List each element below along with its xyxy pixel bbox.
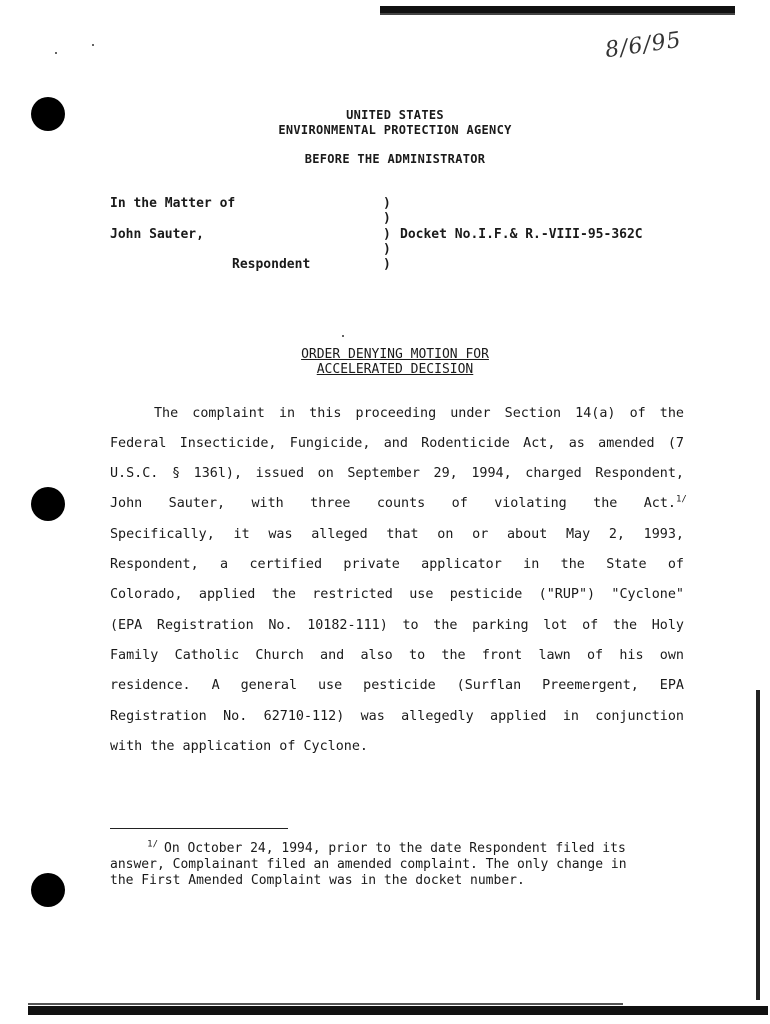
scan-speck (92, 44, 94, 46)
scan-speck (55, 52, 57, 54)
caption-bracket: ) (383, 242, 391, 257)
scan-edge-top-thin (380, 13, 735, 15)
scan-edge-right (756, 690, 760, 1000)
footnote-line (110, 841, 686, 856)
footnote-line: the First Amended Complaint was in the docket number. (110, 873, 525, 888)
caption-respondent-name: John Sauter, (110, 227, 204, 242)
scan-edge-bottom (28, 1006, 768, 1015)
footnote-line: answer, Complainant filed an amended complaint. The only change in (110, 857, 627, 872)
handwritten-date: 8/6/95 (603, 27, 684, 64)
body-line: The complaint in this proceeding under Section 14(a) of the (154, 406, 684, 421)
body-line: Respondent, a certified private applicator in the State of (110, 557, 684, 572)
footnote-marker: 1/ (147, 839, 158, 850)
footnote-reference: 1/ (676, 494, 687, 505)
body-line: residence. A general use pesticide (Surflan Preemergent, EPA (110, 678, 684, 693)
footnote-line-text: On October 24, 1994, prior to the date Respondent filed its (164, 841, 626, 856)
body-line: with the application of Cyclone. (110, 739, 368, 754)
scan-speck (342, 335, 344, 337)
body-line (110, 494, 687, 511)
order-title-line1: ORDER DENYING MOTION FOR (301, 347, 489, 362)
order-title-line2: ACCELERATED DECISION (316, 362, 474, 377)
agency-name: ENVIRONMENTAL PROTECTION AGENCY (278, 123, 512, 137)
caption-matter: In the Matter of (110, 196, 236, 211)
punch-hole (31, 487, 65, 521)
body-line: Family Catholic Church and also to the front lawn of his own (110, 648, 684, 663)
caption-bracket: ) (383, 257, 391, 272)
agency-country: UNITED STATES (346, 108, 444, 122)
caption-bracket: ) (383, 211, 391, 226)
tribunal: BEFORE THE ADMINISTRATOR (304, 152, 486, 166)
body-line: (EPA Registration No. 10182-111) to the parking lot of the Holy (110, 618, 684, 633)
punch-hole (31, 97, 65, 131)
footnote-separator (110, 828, 288, 829)
scan-edge-bottom-thin (28, 1003, 623, 1005)
body-line: Registration No. 62710-112) was allegedly applied in conjunction (110, 709, 684, 724)
body-line-text: John Sauter, with three counts of violating the Act. (110, 496, 676, 511)
body-line: Federal Insecticide, Fungicide, and Rodenticide Act, as amended (7 (110, 436, 684, 451)
body-line: Specifically, it was alleged that on or about May 2, 1993, (110, 527, 684, 542)
body-line: Colorado, applied the restricted use pesticide ("RUP") "Cyclone" (110, 587, 684, 602)
caption-bracket: ) (383, 196, 391, 211)
punch-hole (31, 873, 65, 907)
caption-bracket: ) (383, 227, 391, 242)
docket-number: Docket No.I.F.& R.-VIII-95-362C (400, 227, 643, 242)
caption-respondent-role: Respondent (232, 257, 311, 272)
body-line: U.S.C. § 136l), issued on September 29, 1994, charged Respondent, (110, 466, 684, 481)
